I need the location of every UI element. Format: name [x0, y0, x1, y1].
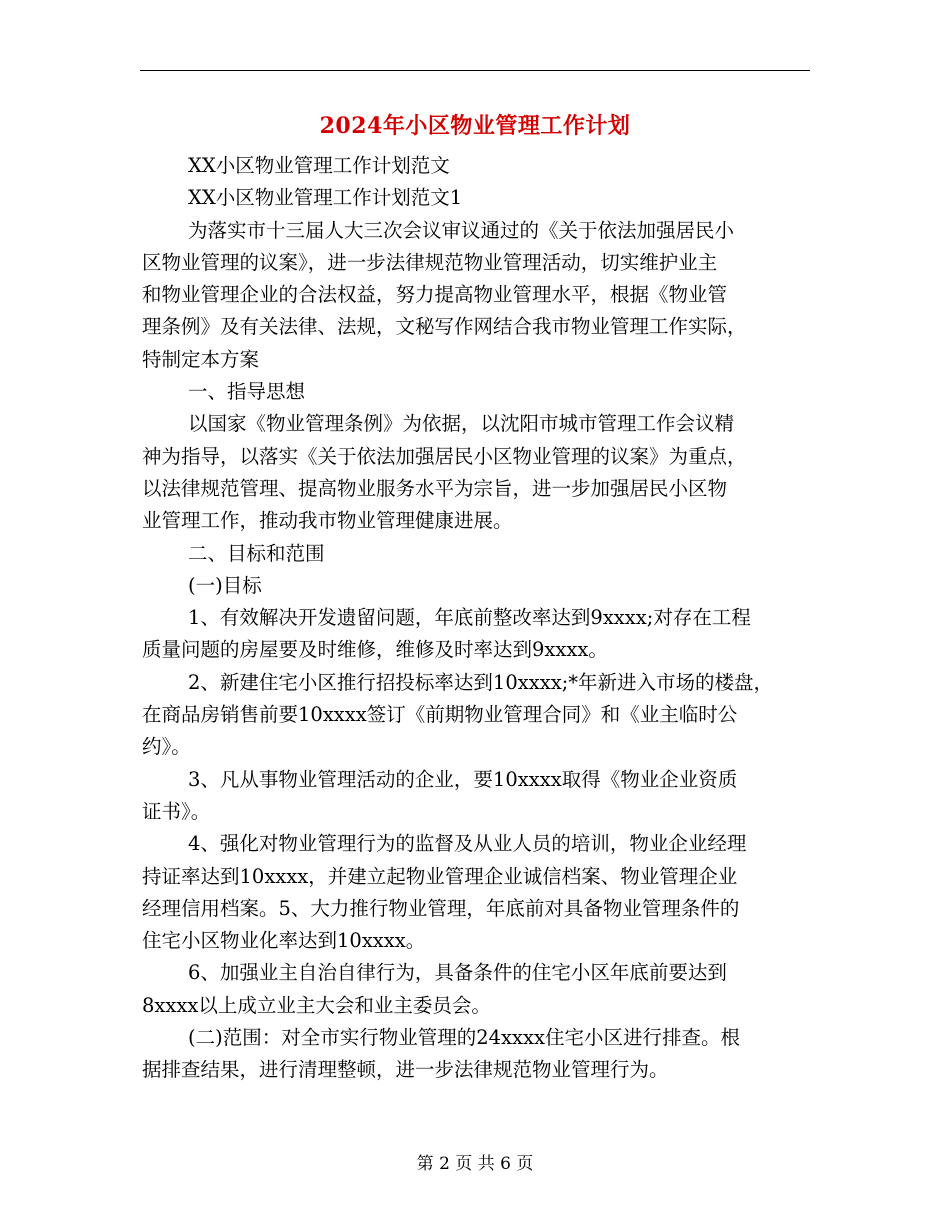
paragraph [142, 667, 812, 764]
paragraph [142, 1022, 812, 1087]
text-line: 以法律规范管理、提高物业服务水平为宗旨，进一步加强居民小区物 [142, 476, 728, 500]
page-number-footer: 第 2 页 共 6 页 [416, 1154, 534, 1174]
text-line: XX小区物业管理工作计划范文1 [188, 186, 463, 210]
paragraph [142, 182, 812, 214]
paragraph [142, 376, 812, 408]
text-line: 2、新建住宅小区推行招投标率达到10xxxx;*年新进入市场的楼盘， [188, 670, 774, 694]
text-line: 特制定本方案 [142, 347, 260, 371]
text-line: 3、凡从事物业管理活动的企业，要10xxxx取得《物业企业资质 [188, 767, 738, 791]
text-line: 6、加强业主自治自律行为，具备条件的住宅小区年底前要达到 [188, 961, 727, 985]
text-line: 和物业管理企业的合法权益，努力提高物业管理水平，根据《物业管 [142, 283, 728, 307]
text-line: 经理信用档案。5、大力推行物业管理，年底前对具备物业管理条件的 [142, 896, 740, 920]
document-title: 2024年小区物业管理工作计划 [319, 113, 631, 139]
text-line: 业管理工作，推动我市物业管理健康进展。 [142, 509, 513, 533]
text-line: 证书》。 [142, 799, 211, 823]
text-line: 神为指导，以落实《关于依法加强居民小区物业管理的议案》为重点， [142, 444, 747, 468]
paragraph [142, 570, 812, 602]
text-line: 一、指导思想 [188, 380, 306, 404]
text-line: 8xxxx以上成立业主大会和业主委员会。 [142, 993, 491, 1017]
paragraph [142, 828, 812, 957]
text-line: 持证率达到10xxxx，并建立起物业管理企业诚信档案、物业管理企业 [142, 864, 738, 888]
text-line: (二)范围：对全市实行物业管理的24xxxx住宅小区进行排查。根 [188, 1026, 741, 1050]
paragraph [142, 957, 812, 1022]
text-line: 为落实市十三届人大三次会议审议通过的《关于依法加强居民小 [188, 218, 735, 242]
text-line: 二、目标和范围 [188, 541, 325, 565]
text-line: 住宅小区物业化率达到10xxxx。 [142, 929, 426, 953]
text-line: (一)目标 [188, 573, 262, 597]
text-line: 1、有效解决开发遗留问题，年底前整改率达到9xxxx;对存在工程 [188, 606, 751, 630]
text-line: 在商品房销售前要10xxxx签订《前期物业管理合同》和《业主临时公 [142, 703, 738, 727]
paragraph [142, 538, 812, 570]
text-line: XX小区物业管理工作计划范文 [188, 154, 450, 177]
text-line: 4、强化对物业管理行为的监督及从业人员的培训，物业企业经理 [188, 832, 747, 856]
header-rule [140, 70, 810, 71]
text-line: 理条例》及有关法律、法规，文秘写作网结合我市物业管理工作实际， [142, 315, 747, 339]
text-line: 约》。 [142, 735, 191, 759]
text-line: 据排查结果，进行清理整顿，进一步法律规范物业管理行为。 [142, 1058, 669, 1082]
paragraph [142, 215, 812, 376]
text-line: 区物业管理的议案》，进一步法律规范物业管理活动，切实维护业主 [142, 250, 718, 274]
paragraph [142, 150, 812, 182]
paragraph [142, 602, 812, 667]
text-line: 以国家《物业管理条例》为依据，以沈阳市城市管理工作会议精 [188, 412, 735, 436]
paragraph [142, 408, 812, 537]
document-body [142, 150, 812, 1087]
text-line: 质量问题的房屋要及时维修，维修及时率达到9xxxx。 [142, 638, 608, 662]
paragraph [142, 764, 812, 829]
